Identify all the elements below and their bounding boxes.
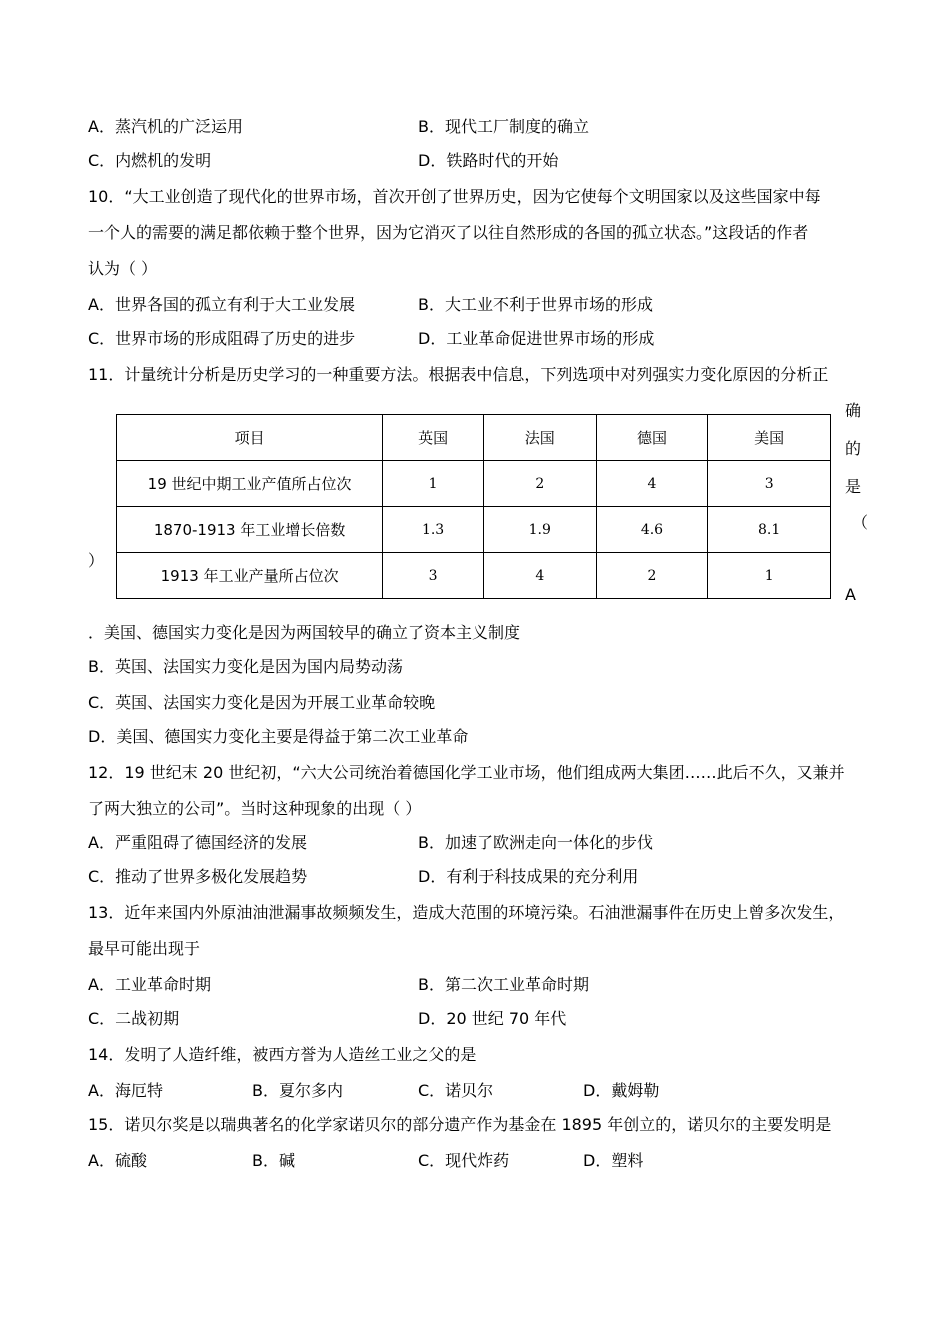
q13-option-b[interactable]: B．第二次工业革命时期 bbox=[418, 975, 589, 994]
q12-stem-line-2: 了两大独立的公司”。当时这种现象的出现（ ） bbox=[88, 799, 422, 818]
q11-option-c[interactable]: C．英国、法国实力变化是因为开展工业革命较晚 bbox=[88, 693, 436, 712]
table-header-britain: 英国 bbox=[383, 415, 484, 461]
table-header-france: 法国 bbox=[483, 415, 596, 461]
q11-left-paren: ） bbox=[88, 551, 105, 570]
q15-stem: 15．诺贝尔奖是以瑞典著名的化学家诺贝尔的部分遗产作为基金在 1895 年创立的，诺贝尔的主要发明是 bbox=[88, 1115, 832, 1134]
table-row-label: 1913 年工业产量所占位次 bbox=[117, 553, 383, 599]
q14-option-d[interactable]: D．戴姆勒 bbox=[583, 1081, 660, 1100]
q12-option-a[interactable]: A．严重阻碍了德国经济的发展 bbox=[88, 833, 307, 852]
q14-option-c[interactable]: C．诺贝尔 bbox=[418, 1081, 494, 1100]
table-header-germany: 德国 bbox=[596, 415, 708, 461]
q10-option-c[interactable]: C．世界市场的形成阻碍了历史的进步 bbox=[88, 329, 356, 348]
q11-data-table bbox=[116, 414, 831, 599]
q11-side-char-1: 确 bbox=[845, 401, 862, 420]
table-row-label: 19 世纪中期工业产值所占位次 bbox=[117, 461, 383, 507]
table-cell: 3 bbox=[383, 553, 484, 599]
q9-option-b[interactable]: B．现代工厂制度的确立 bbox=[418, 117, 589, 136]
table-row bbox=[117, 553, 831, 599]
q13-option-d[interactable]: D．20 世纪 70 年代 bbox=[418, 1009, 567, 1028]
q10-option-d[interactable]: D．工业革命促进世界市场的形成 bbox=[418, 329, 655, 348]
q13-stem-line-1: 13．近年来国内外原油油泄漏事故频频发生，造成大范围的环境污染。石油泄漏事件在历史上曾多次发生， bbox=[88, 903, 845, 922]
q10-stem-line-3: 认为（ ） bbox=[88, 259, 158, 278]
q11-stem-line-1: 11．计量统计分析是历史学习的一种重要方法。根据表中信息，下列选项中对列强实力变化原因的分析正 bbox=[88, 365, 829, 384]
q15-option-a[interactable]: A．硫酸 bbox=[88, 1151, 147, 1170]
q15-option-c[interactable]: C．现代炸药 bbox=[418, 1151, 510, 1170]
q14-option-b[interactable]: B．夏尔多内 bbox=[252, 1081, 343, 1100]
q12-stem-line-1: 12．19 世纪末 20 世纪初，“六大公司统治着德国化学工业市场，他们组成两大集团……此后不久，又兼并 bbox=[88, 763, 845, 782]
table-cell: 4 bbox=[483, 553, 596, 599]
table-cell: 1 bbox=[708, 553, 831, 599]
q14-option-a[interactable]: A．海厄特 bbox=[88, 1081, 163, 1100]
q12-option-d[interactable]: D．有利于科技成果的充分利用 bbox=[418, 867, 639, 886]
q13-option-c[interactable]: C．二战初期 bbox=[88, 1009, 180, 1028]
table-row-label: 1870-1913 年工业增长倍数 bbox=[117, 507, 383, 553]
table-cell: 1.9 bbox=[483, 507, 596, 553]
q11-side-char-4: （ bbox=[852, 513, 869, 532]
q11-option-b[interactable]: B．英国、法国实力变化是因为国内局势动荡 bbox=[88, 657, 403, 676]
table-cell: 3 bbox=[708, 461, 831, 507]
q12-option-b[interactable]: B．加速了欧洲走向一体化的步伐 bbox=[418, 833, 653, 852]
table-row bbox=[117, 507, 831, 553]
table-cell: 1 bbox=[383, 461, 484, 507]
table-cell: 1.3 bbox=[383, 507, 484, 553]
q11-side-char-2: 的 bbox=[845, 439, 862, 458]
table-header-item: 项目 bbox=[117, 415, 383, 461]
q15-option-b[interactable]: B．碱 bbox=[252, 1151, 295, 1170]
q10-stem-line-1: 10．“大工业创造了现代化的世界市场，首次开创了世界历史，因为它使每个文明国家以及这些国家中每 bbox=[88, 187, 821, 206]
q14-stem: 14．发明了人造纤维，被西方誉为人造丝工业之父的是 bbox=[88, 1045, 477, 1064]
q9-option-a[interactable]: A．蒸汽机的广泛运用 bbox=[88, 117, 243, 136]
q13-stem-line-2: 最早可能出现于 bbox=[88, 939, 201, 958]
q9-option-d[interactable]: D．铁路时代的开始 bbox=[418, 151, 559, 170]
q13-option-a[interactable]: A．工业革命时期 bbox=[88, 975, 211, 994]
table-cell: 4 bbox=[596, 461, 708, 507]
table-cell: 2 bbox=[483, 461, 596, 507]
q10-stem-line-2: 一个人的需要的满足都依赖于整个世界，因为它消灭了以往自然形成的各国的孤立状态。”这段话的作者 bbox=[88, 223, 809, 242]
table-cell: 4.6 bbox=[596, 507, 708, 553]
q11-side-a: A bbox=[845, 585, 856, 604]
table-header-row bbox=[117, 415, 831, 461]
q15-option-d[interactable]: D．塑料 bbox=[583, 1151, 644, 1170]
q11-side-char-3: 是 bbox=[845, 477, 862, 496]
q10-option-b[interactable]: B．大工业不利于世界市场的形成 bbox=[418, 295, 653, 314]
table-header-usa: 美国 bbox=[708, 415, 831, 461]
q12-option-c[interactable]: C．推动了世界多极化发展趋势 bbox=[88, 867, 308, 886]
q9-option-c[interactable]: C．内燃机的发明 bbox=[88, 151, 212, 170]
table-cell: 8.1 bbox=[708, 507, 831, 553]
q11-option-d[interactable]: D．美国、德国实力变化主要是得益于第二次工业革命 bbox=[88, 727, 469, 746]
q11-option-a[interactable]: ．美国、德国实力变化是因为两国较早的确立了资本主义制度 bbox=[88, 623, 521, 642]
table-cell: 2 bbox=[596, 553, 708, 599]
table-row bbox=[117, 461, 831, 507]
q10-option-a[interactable]: A．世界各国的孤立有利于大工业发展 bbox=[88, 295, 355, 314]
